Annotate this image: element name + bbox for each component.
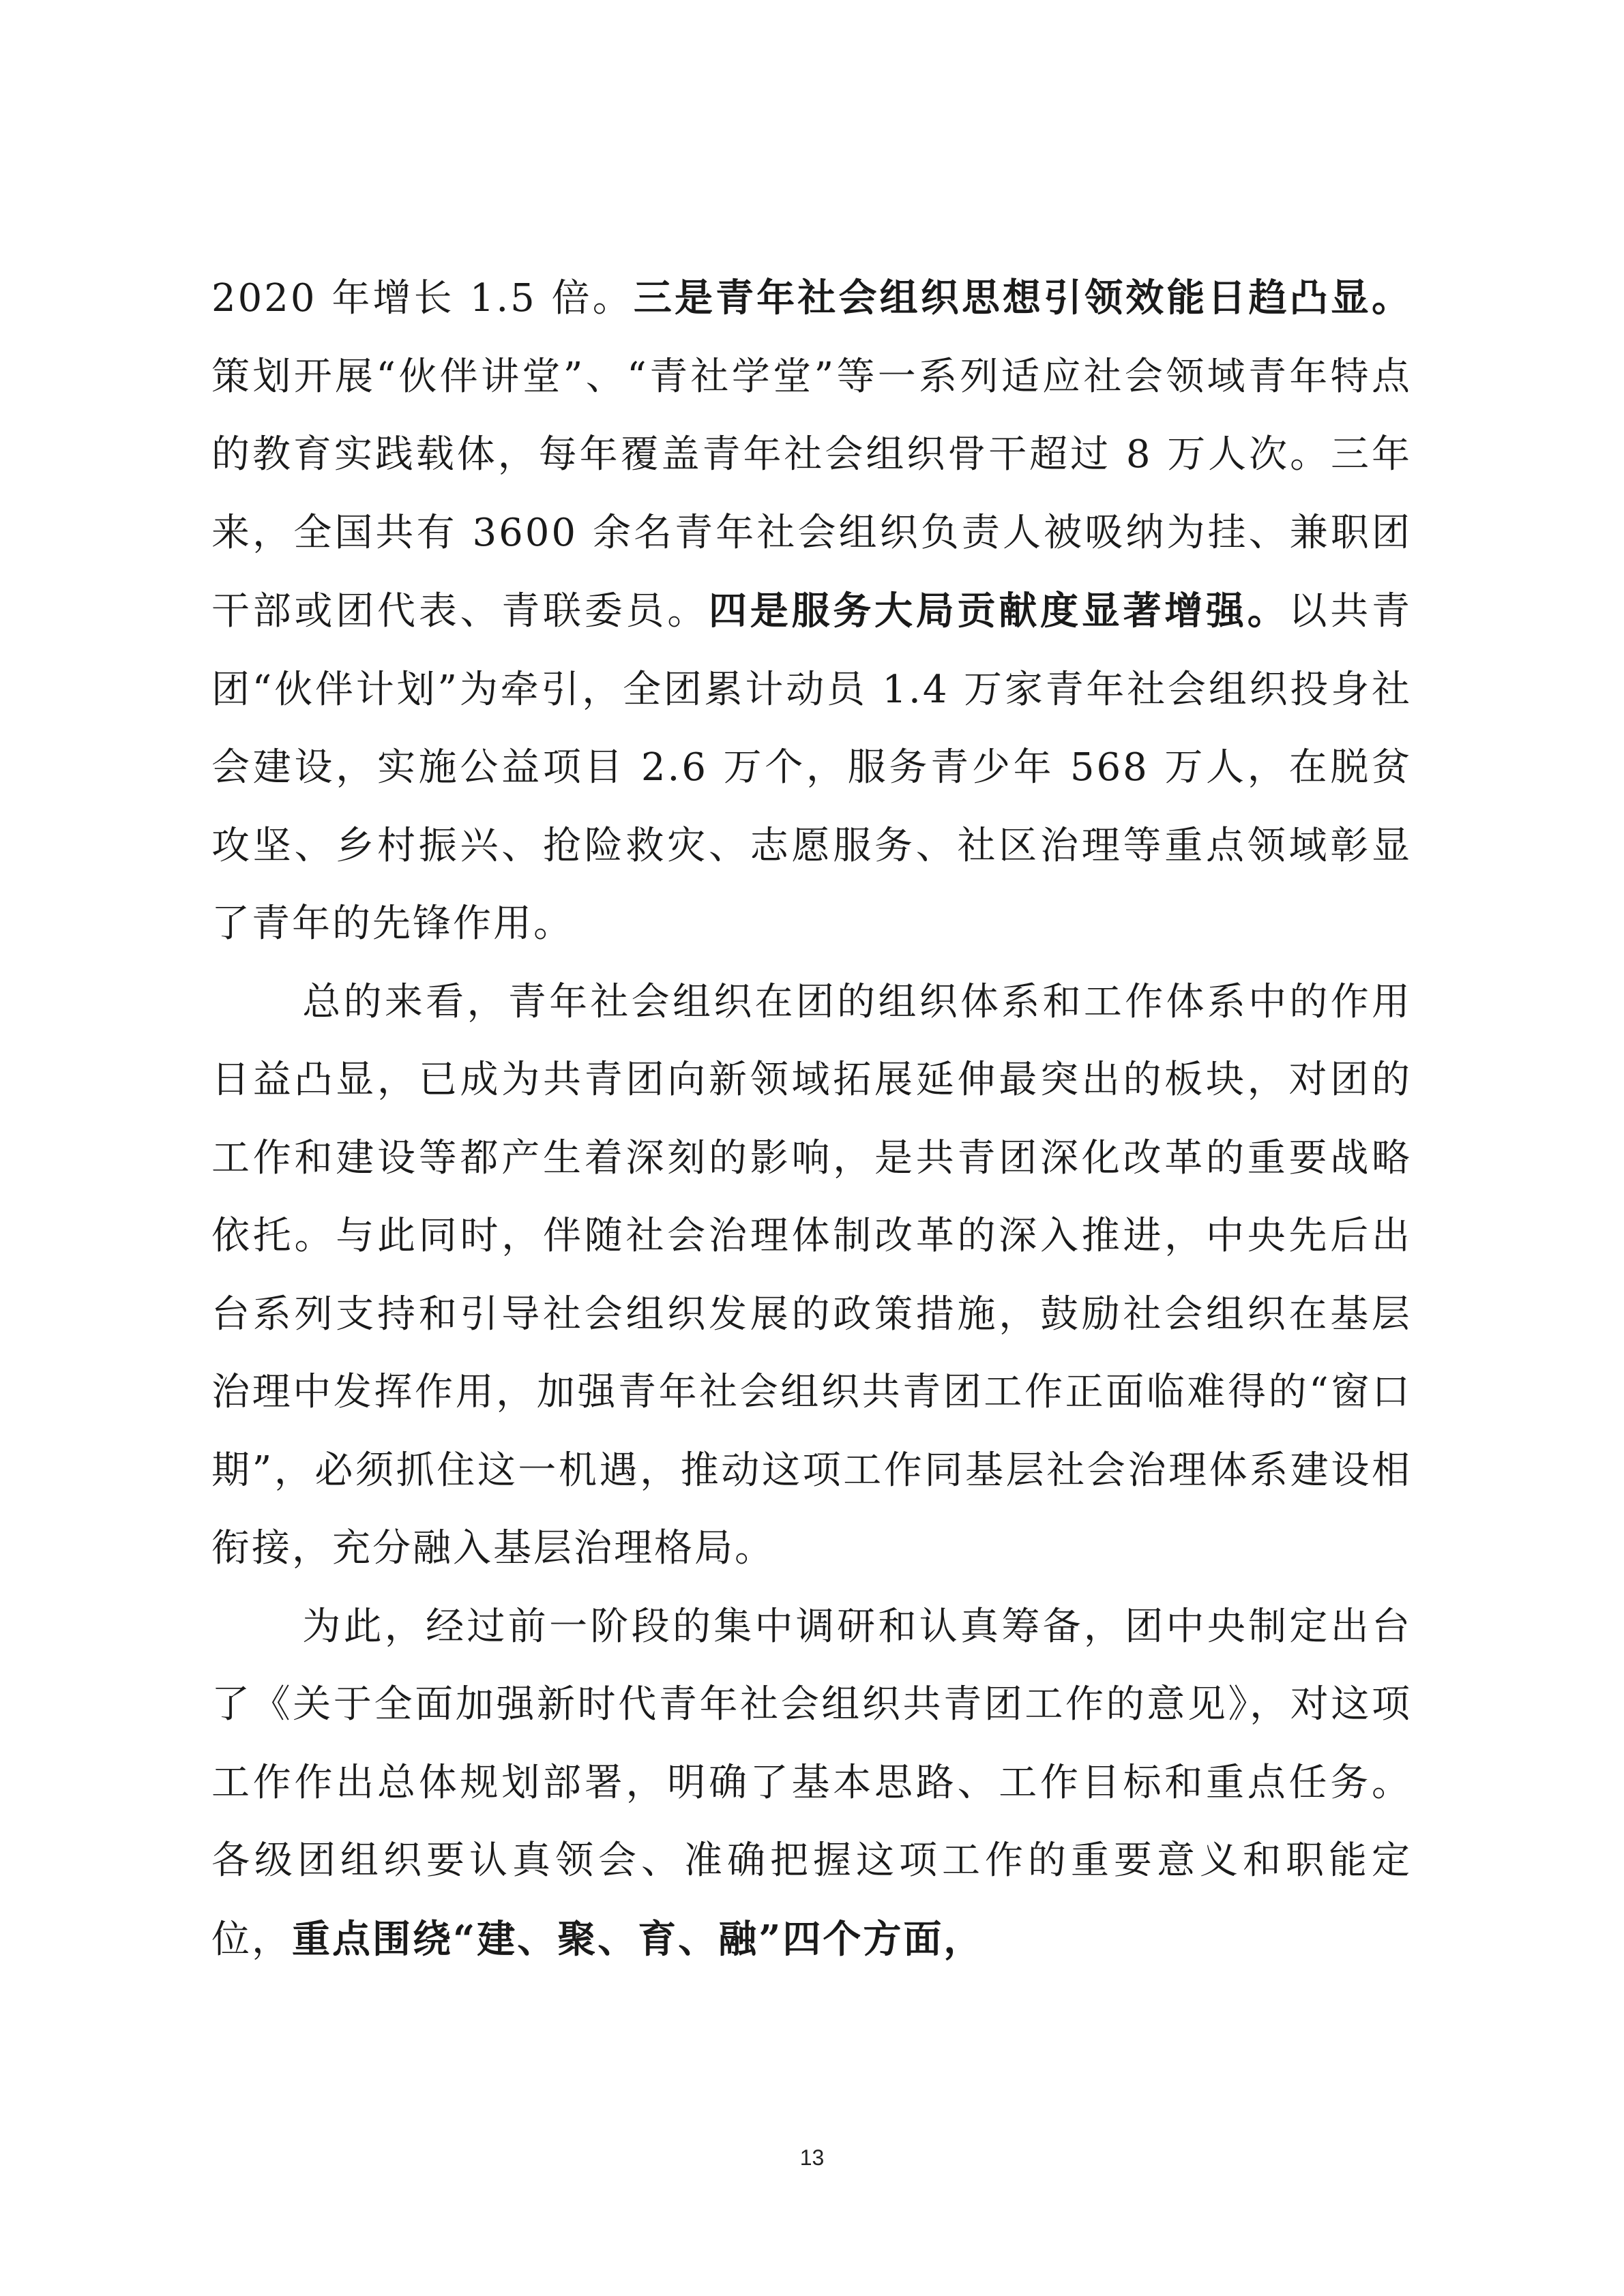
- paragraph-1-segment-3: 策划开展“伙伴讲堂”、“青社学堂”等一系列适应社会领域青年特点的教育实践载体，每年覆盖青年社会组织骨干超过 8 万人次。三年来，全国共有 3600 余名青年社会组织负责人被吸纳为挂、兼职团干部或团代表、青联委员。: [211, 354, 1412, 633]
- paragraph-1: [211, 259, 1412, 964]
- paragraph-1-bold-heading-3: 三是青年社会组织思想引领效能日趋凸显。: [633, 275, 1412, 320]
- paragraph-1-segment-5: 以共青团“伙伴计划”为牵引，全团累计动员 1.4 万家青年社会组织投身社会建设，实施公益项目 2.6 万个，服务青少年 568 万人，在脱贫攻坚、乡村振兴、抢险救灾、志愿服务、社区治理等重点领域彰显了青年的先锋作用。: [211, 589, 1412, 946]
- paragraph-1-segment-1: 2020 年增长 1.5 倍。: [211, 276, 634, 320]
- paragraph-2: [211, 964, 1412, 1588]
- paragraph-3-segment-1: 为此，经过前一阶段的集中调研和认真筹备，团中央制定出台了《关于全面加强新时代青年社会组织共青团工作的意见》，对这项工作作出总体规划部署，明确了基本思路、工作目标和重点任务。各级团组织要认真领会、准确把握这项工作的重要意义和职能定位，: [211, 1604, 1412, 1962]
- paragraph-3-bold-focus: 重点围绕“建、聚、育、融”四个方面，: [292, 1916, 984, 1962]
- paragraph-1-bold-heading-4: 四是服务大局贡献度显著增强。: [709, 588, 1289, 633]
- document-body: [211, 259, 1412, 1979]
- paragraph-2-segment-1: 总的来看，青年社会组织在团的组织体系和工作体系中的作用日益凸显，已成为共青团向新领域拓展延伸最突出的板块，对团的工作和建设等都产生着深刻的影响，是共青团深化改革的重要战略依托。与此同时，伴随社会治理体制改革的深入推进，中央先后出台系列支持和引导社会组织发展的政策措施，鼓励社会组织在基层治理中发挥作用，加强青年社会组织共青团工作正面临难得的“窗口期”，必须抓住这一机遇，推动这项工作同基层社会治理体系建设相衔接，充分融入基层治理格局。: [211, 979, 1412, 1570]
- page-number: 13: [799, 2145, 825, 2170]
- paragraph-3: [211, 1588, 1412, 1980]
